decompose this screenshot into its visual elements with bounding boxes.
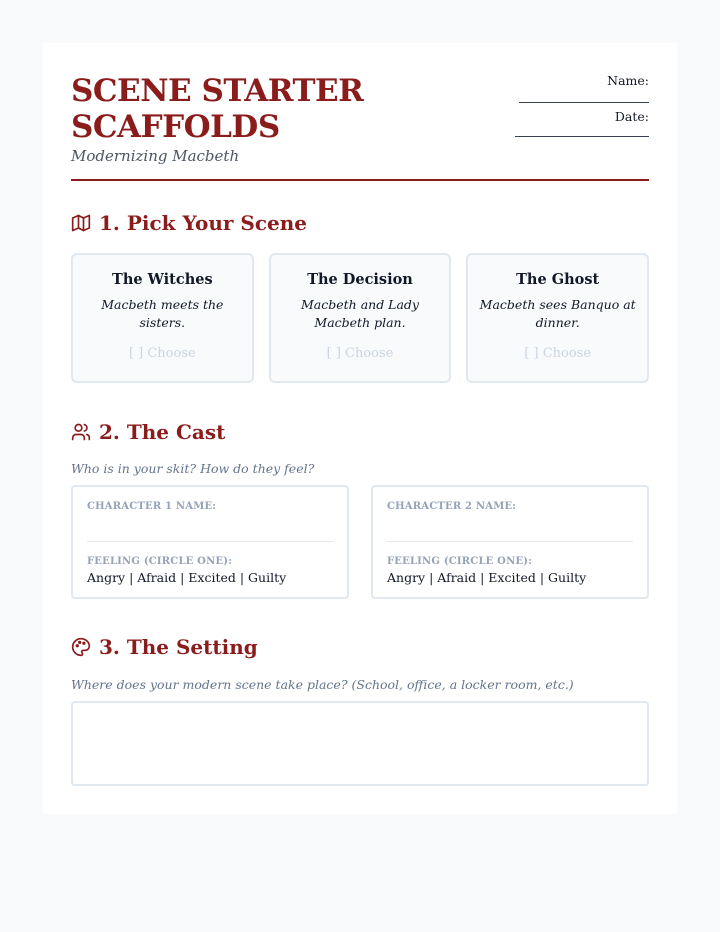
scene-description: Macbeth and Lady Macbeth plan.	[301, 297, 419, 330]
cast-cards	[71, 485, 649, 599]
scene-name: The Ghost	[516, 271, 600, 288]
page-title	[71, 73, 371, 145]
choose-checkbox[interactable]: [ ] Choose	[326, 346, 394, 361]
scene-card-witches[interactable]	[71, 253, 254, 383]
header	[71, 73, 649, 181]
users-icon	[71, 422, 91, 442]
scene-card-ghost[interactable]	[466, 253, 649, 383]
scene-description: Macbeth meets the sisters.	[101, 297, 224, 330]
feeling-options[interactable]: Angry | Afraid | Excited | Guilty	[87, 570, 287, 585]
scene-description: Macbeth sees Banquo at dinner.	[479, 297, 636, 330]
title-line-1: SCENE STARTER	[71, 73, 364, 109]
character-name-input[interactable]	[387, 512, 633, 542]
feeling-label: FEELING (CIRCLE ONE):	[387, 556, 533, 567]
section-pick-scene-title	[71, 211, 307, 235]
section-2-label: 2. The Cast	[99, 420, 226, 444]
map-icon	[71, 213, 91, 233]
character-card-2	[371, 485, 649, 599]
feeling-label: FEELING (CIRCLE ONE):	[87, 556, 233, 567]
title-line-2: SCAFFOLDS	[71, 109, 280, 145]
section-setting-title	[71, 635, 258, 659]
worksheet-page	[43, 43, 677, 814]
name-field[interactable]: Name:	[519, 73, 649, 103]
palette-icon	[71, 637, 91, 657]
scene-options	[71, 253, 649, 383]
character-card-1	[71, 485, 349, 599]
setting-answer-box[interactable]	[71, 701, 649, 786]
character-name-label: CHARACTER 2 NAME:	[387, 501, 517, 512]
section-cast-title	[71, 420, 225, 444]
choose-checkbox[interactable]: [ ] Choose	[128, 346, 196, 361]
section-1-label: 1. Pick Your Scene	[99, 211, 308, 235]
page-subtitle: Modernizing Macbeth	[71, 147, 240, 165]
character-name-input[interactable]	[87, 512, 333, 542]
cast-prompt: Who is in your skit? How do they feel?	[71, 461, 315, 476]
setting-prompt: Where does your modern scene take place? (School, office, a locker room, etc.)	[71, 677, 574, 692]
choose-checkbox[interactable]: [ ] Choose	[524, 346, 592, 361]
scene-name: The Decision	[307, 271, 413, 288]
scene-name: The Witches	[112, 271, 213, 288]
student-info	[519, 73, 649, 143]
date-field[interactable]: Date:	[515, 109, 649, 137]
section-3-label: 3. The Setting	[99, 635, 258, 659]
feeling-options[interactable]: Angry | Afraid | Excited | Guilty	[387, 570, 587, 585]
scene-card-decision[interactable]	[269, 253, 452, 383]
character-name-label: CHARACTER 1 NAME:	[87, 501, 217, 512]
